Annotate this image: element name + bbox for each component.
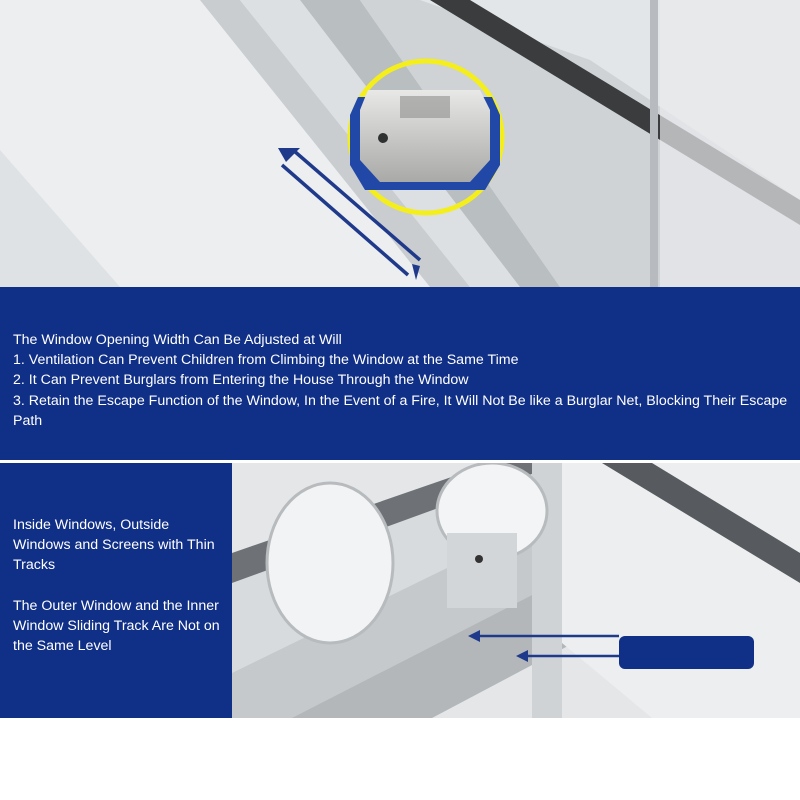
feature-item-3: 3. Retain the Escape Function of the Window, In the Event of a Fire, It Will Not Be like a Burglar Net, Blocking Their Escape Path (13, 392, 788, 429)
track-info-paragraph-2: The Outer Window and the Inner Window Sliding Track Are Not on the Same Level (13, 597, 220, 655)
sliding-track-photo (232, 463, 800, 718)
feature-item-2: 2. It Can Prevent Burglars from Entering the House Through the Window (13, 372, 469, 389)
lock-disc-left (267, 483, 393, 643)
feature-list (13, 330, 788, 431)
sliding-track-illustration (232, 463, 800, 718)
window-lock-photo (0, 0, 800, 287)
feature-item-1: 1. Ventilation Can Prevent Children from Climbing the Window at the Same Time (13, 352, 519, 369)
feature-heading: The Window Opening Width Can Be Adjusted at Will (13, 332, 342, 348)
track-info-text (13, 515, 225, 676)
track-info-paragraph-1: Inside Windows, Outside Windows and Screens with Thin Tracks (13, 517, 215, 574)
track-info-box (0, 463, 232, 718)
track-info-panel (0, 463, 800, 718)
feature-banner (0, 287, 800, 460)
track-callout-pill (619, 636, 754, 669)
window-lock-illustration (0, 0, 800, 287)
